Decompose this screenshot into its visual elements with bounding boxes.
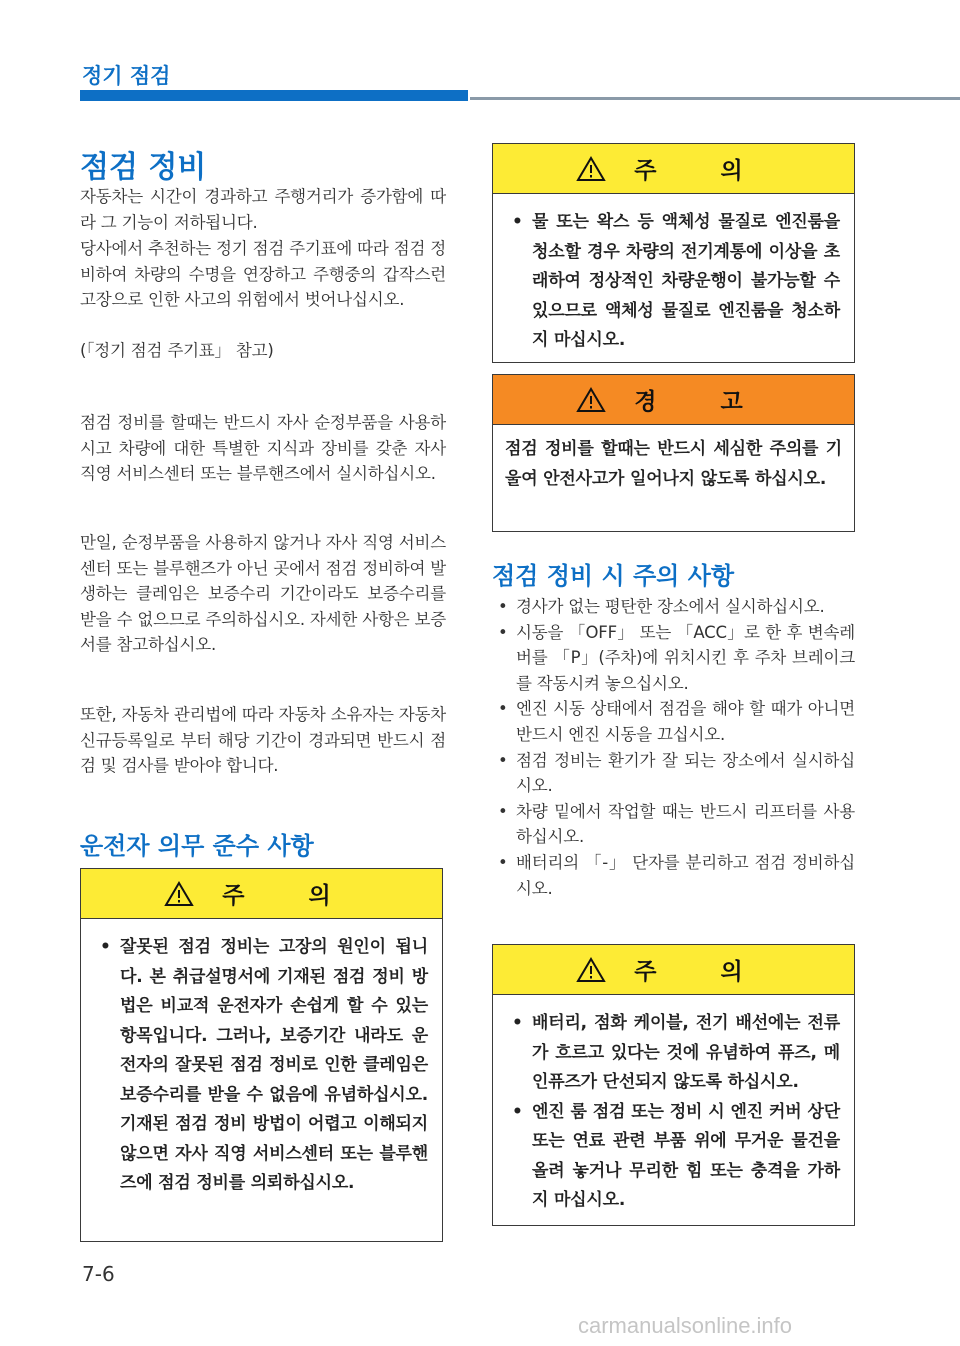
header-accent-bar bbox=[80, 90, 468, 101]
caution-item: • 엔진 룸 점검 또는 정비 시 엔진 커버 상단 또는 연료 관련 부품 위에 무거운 물건을 올려 놓거나 무리한 힘 또는 충격을 가하지 마십시오. bbox=[512, 1101, 840, 1210]
caution-box-liquid bbox=[492, 143, 855, 363]
list-item: • 차량 밑에서 작업할 때는 반드시 리프터를 사용하십시오. bbox=[498, 801, 855, 847]
caution-header bbox=[81, 869, 442, 919]
header-rule bbox=[470, 97, 960, 100]
section-title-driver-duty: 운전자 의무 준수 사항 bbox=[80, 832, 314, 860]
paragraph-intro: 자동차는 시간이 경과하고 주행거리가 증가함에 따라 그 기능이 저하됩니다. bbox=[80, 187, 446, 232]
caution-label: 주 의 bbox=[222, 883, 359, 909]
list-item: • 배터리의 「-」 단자를 분리하고 점검 정비하십시오. bbox=[498, 852, 855, 898]
caution-box-driver bbox=[80, 868, 443, 1242]
warning-header bbox=[493, 375, 854, 425]
watermark: carmanualsonline.info bbox=[578, 1313, 793, 1338]
warning-text: 점검 정비를 할때는 반드시 세심한 주의를 기울여 안전사고가 일어나지 않도록 하십시오. bbox=[505, 439, 842, 489]
paragraph-reference: (「정기 점검 주기표」 참고) bbox=[80, 341, 274, 360]
caution-item: • 물 또는 왁스 등 액체성 물질로 엔진룸을 청소할 경우 차량의 전기계통에 이상을 초래하여 정상적인 차량운행이 불가능할 수 있으므로 액체성 물질로 엔진룸을 청소하지 마십시오. bbox=[512, 212, 840, 350]
warning-triangle-icon bbox=[576, 387, 606, 413]
caution-item: • 배터리, 점화 케이블, 전기 배선에는 전류가 흐르고 있다는 것에 유념하여 퓨즈, 메인퓨즈가 단선되지 않도록 하십시오. bbox=[512, 1013, 840, 1092]
list-item: • 시동을 「OFF」 또는 「ACC」로 한 후 변속레버를 「P」(주차)에 위치시킨 후 주차 브레이크를 작동시켜 놓으십시오. bbox=[498, 622, 855, 693]
caution-box-electrical bbox=[492, 944, 855, 1226]
caution-label: 주 의 bbox=[634, 959, 771, 985]
warning-triangle-icon bbox=[576, 957, 606, 983]
list-item: • 엔진 시동 상태에서 점검을 해야 할 때가 아니면 반드시 엔진 시동을 끄십시오. bbox=[498, 699, 855, 744]
warning-label: 경 고 bbox=[634, 389, 771, 415]
paragraph-genuine-parts: 점검 정비를 할때는 반드시 자사 순정부품을 사용하시고 차량에 대한 특별한 지식과 장비를 갖춘 자사 직영 서비스센터 또는 블루핸즈에서 실시하십시오. bbox=[80, 413, 446, 484]
precaution-list bbox=[492, 594, 855, 901]
chapter-title: 정기 점검 bbox=[82, 64, 171, 88]
section-title-inspection: 점검 정비 bbox=[80, 150, 207, 185]
paragraph-legal: 또한, 자동차 관리법에 따라 자동차 소유자는 자동차 신규등록일로 부터 해당 기간이 경과되면 반드시 점검 및 검사를 받아야 합니다. bbox=[80, 705, 446, 776]
paragraph-warranty: 만일, 순정부품을 사용하지 않거나 자사 직영 서비스센터 또는 블루핸즈가 아닌 곳에서 점검 정비하여 발생하는 클레임은 보증수리 기간이라도 보증수리를 받을 수 없으므로 주의하십시오. 자세한 사항은 보증서를 참고하십시오. bbox=[80, 533, 446, 655]
list-item: • 점검 정비는 환기가 잘 되는 장소에서 실시하십시오. bbox=[498, 750, 855, 796]
paragraph-schedule: 당사에서 추천하는 정기 점검 주기표에 따라 점검 정비하여 차량의 수명을 연장하고 주행중의 갑작스런 고장으로 인한 사고의 위험에서 벗어나십시오. bbox=[80, 239, 446, 310]
section-title-precautions: 점검 정비 시 주의 사항 bbox=[492, 562, 735, 590]
caution-header bbox=[493, 144, 854, 194]
list-item: • 경사가 없는 평탄한 장소에서 실시하십시오. bbox=[498, 597, 825, 616]
caution-label: 주 의 bbox=[634, 158, 771, 184]
caution-item: • 잘못된 점검 정비는 고장의 원인이 됩니다. 본 취급설명서에 기재된 점검 정비 방법은 비교적 운전자가 손쉽게 할 수 있는 항목입니다. 그러나, 보증기간 내라도 운전자의 잘못된 점검 정비로 인한 클레임은 보증수리를 받을 수 없음에 유념하십시오. 기재된 점검 정비 방법이 어렵고 이해되지 않으면 자사 직영 서비스센터 또는 블루핸즈에 점검 정비를 의뢰하십시오. bbox=[100, 937, 428, 1193]
warning-triangle-icon bbox=[576, 156, 606, 182]
warning-box bbox=[492, 374, 855, 532]
page-number: 7-6 bbox=[82, 1262, 115, 1286]
caution-header bbox=[493, 945, 854, 995]
warning-triangle-icon bbox=[164, 881, 194, 907]
